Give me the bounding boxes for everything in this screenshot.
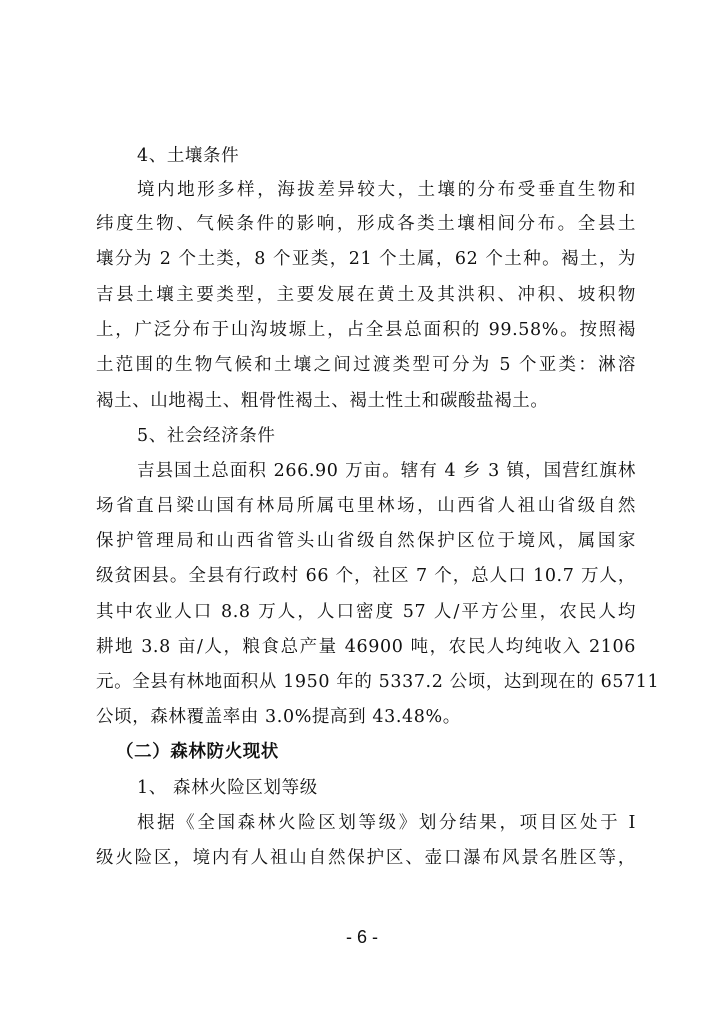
- page-number: - 6 -: [345, 927, 378, 947]
- section-heading-soil: 4、土壤条件: [137, 146, 240, 166]
- paragraph-line: 土范围的生物气候和土壤之间过渡类型可分为 5 个亚类：淋溶: [96, 355, 636, 375]
- paragraph-line: 耕地 3.8 亩/人，粮食总产量 46900 吨，农民人均纯收入 2106: [96, 637, 636, 657]
- paragraph-line: 吉县土壤主要类型，主要发展在黄土及其洪积、冲积、坡积物: [96, 285, 636, 305]
- paragraph-line: 纬度生物、气候条件的影响，形成各类土壤相间分布。全县土: [96, 214, 636, 234]
- section-heading-forest-fire: （二）森林防火现状: [116, 742, 279, 762]
- paragraph-line: 保护管理局和山西省管头山省级自然保护区位于境风，属国家: [96, 531, 636, 551]
- paragraph-line: 元。全县有林地面积从 1950 年的 5337.2 公顷，达到现在的 65711: [96, 672, 660, 692]
- paragraph-line: 级火险区，境内有人祖山自然保护区、壶口瀑布风景名胜区等，: [96, 848, 636, 868]
- paragraph-line: 壤分为 2 个土类，8 个亚类，21 个土属，62 个土种。褐土，为: [96, 249, 636, 269]
- paragraph-line: 公顷，森林覆盖率由 3.0%提高到 43.48%。: [96, 707, 461, 727]
- paragraph-line: 场省直吕梁山国有林局所属屯里林场，山西省人祖山省级自然: [96, 496, 636, 516]
- paragraph-line: 级贫困县。全县有行政村 66 个，社区 7 个，总人口 10.7 万人，: [96, 566, 636, 586]
- subsection-heading-fire-risk: 1、 森林火险区划等级: [137, 778, 318, 798]
- paragraph-line: 其中农业人口 8.8 万人，人口密度 57 人/平方公里，农民人均: [96, 602, 636, 622]
- paragraph-line: 上，广泛分布于山沟坡塬上，占全县总面积的 99.58%。按照褐: [96, 320, 636, 340]
- section-heading-socioeconomic: 5、社会经济条件: [137, 426, 276, 446]
- paragraph-line: 吉县国土总面积 266.90 万亩。辖有 4 乡 3 镇，国营红旗林: [137, 461, 636, 481]
- paragraph-line: 根据《全国森林火险区划等级》划分结果，项目区处于 I: [137, 813, 636, 833]
- paragraph-line: 褐土、山地褐土、粗骨性褐土、褐土性土和碳酸盐褐土。: [96, 391, 549, 411]
- paragraph-line: 境内地形多样，海拔差异较大，土壤的分布受垂直生物和: [137, 180, 636, 200]
